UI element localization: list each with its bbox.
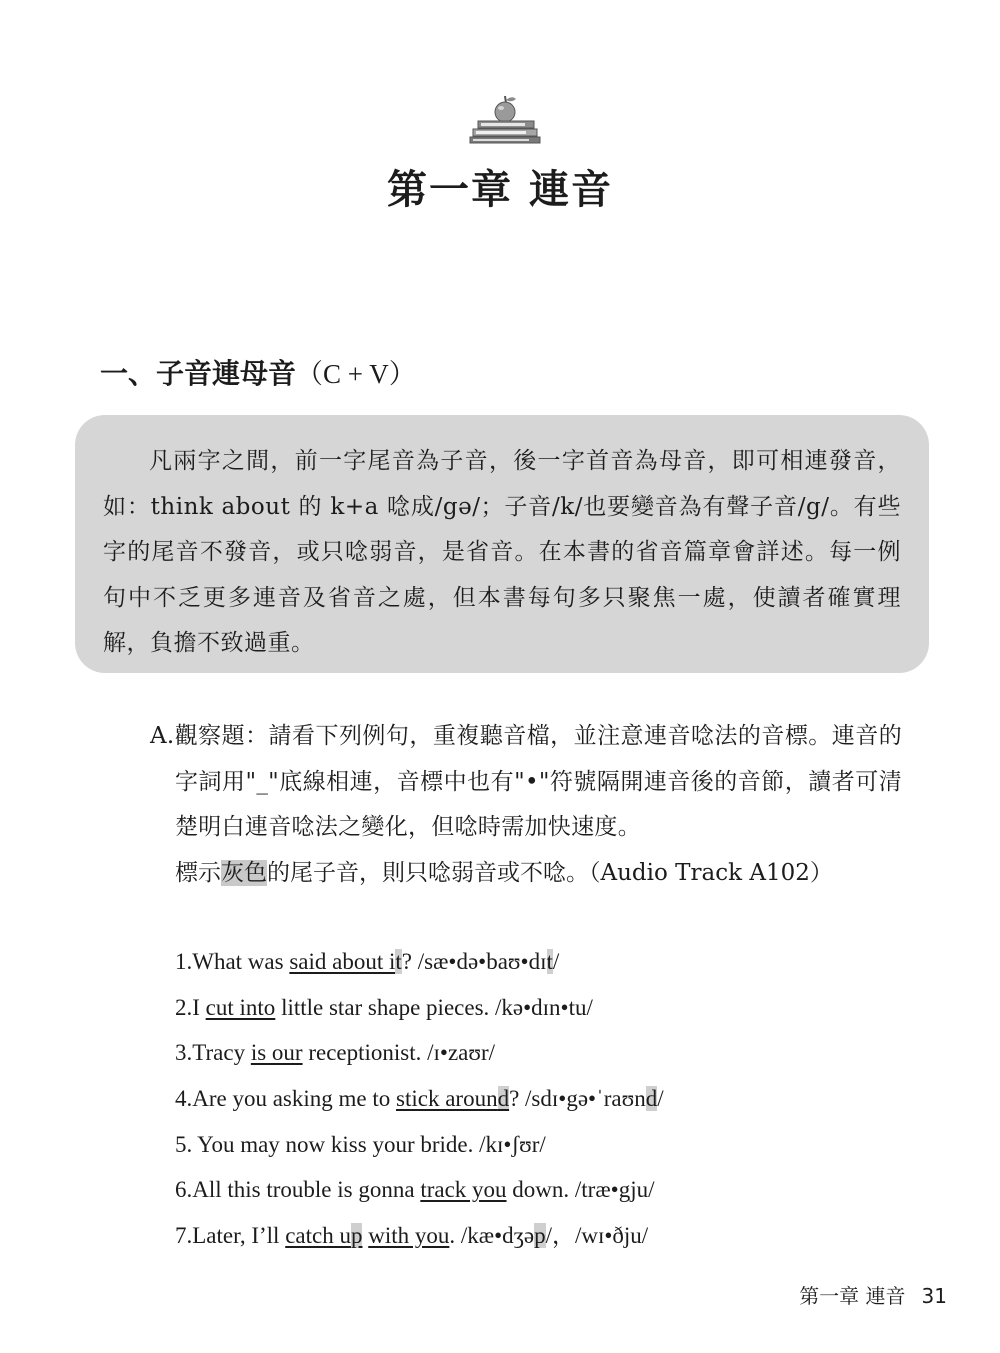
example-sentence-6: 6.All this trouble is gonna track you down. /træ•gju/ (175, 1177, 655, 1203)
section-heading (100, 352, 416, 392)
page-number: 31 (921, 1284, 947, 1308)
example-sentence-5: 5. You may now kiss your bride. /kɪ•ʃʊr/ (175, 1131, 546, 1157)
example-sentence-3: 3.Tracy is our receptionist. /ɪ•zaʊr/ (175, 1040, 496, 1066)
linked-words: catch up (285, 1223, 363, 1249)
weak-consonant: p (534, 1223, 546, 1249)
section-heading-paren: （C + V） (296, 359, 416, 389)
linked-words: is our (250, 1040, 303, 1066)
running-title: 第一章 連音 (799, 1284, 906, 1308)
section-heading-text: 一、子音連母音 (100, 357, 297, 390)
summary-box (75, 415, 929, 673)
books-apple-icon (469, 94, 541, 144)
weak-consonant: t (395, 949, 402, 974)
note-suffix: 的尾子音，則只唸弱音或不唸。（Audio Track A102） (267, 859, 833, 886)
example-sentence-1: 1.What was said about it? /sæ•də•baʊ•dɪt/ (175, 949, 560, 974)
instruction-paragraph: A.觀察題：請看下列例句，重複聽音檔，並注意連音唸法的音標。連音的字詞用"_"底線相連，音標中也有"•"符號隔開連音後的音節，讀者可清楚明白連音唸法之變化，但唸時需加快速度。 (150, 723, 902, 840)
instruction-note (150, 851, 902, 897)
summary-paragraph: 凡兩字之間，前一字尾音為子音，後一字首音為母音，即可相連發音，如：think about 的 k+a 唸成/gə/；子音/k/也要變音為有聲子音/g/。有些字的尾音不發音，或只唸弱音，是省音。在本書的省音篇章會詳述。每一例句中不乏更多連音及省音之處，但本書每句多只聚焦一處，使讀者確實理解，負擔不致過重。 (103, 448, 901, 656)
example-sentence-4: 4.Are you asking me to stick around? /sdɪ•gə•ˈraʊnd/ (175, 1086, 664, 1112)
weak-consonant: d (645, 1086, 658, 1112)
linked-words: said about i (289, 949, 396, 974)
instruction-block (150, 714, 902, 896)
linked-words: stick around (396, 1086, 510, 1112)
chapter-title: 第一章 連音 (387, 166, 613, 213)
weak-consonant: t (546, 949, 553, 974)
gray-highlight-label: 灰色 (221, 859, 267, 886)
example-sentence-7: 7.Later, I’ll catch up with you. /kæ•dʒəp/，/wɪ•ðju/ (175, 1223, 649, 1249)
weak-consonant: p (350, 1223, 363, 1249)
page-footer (799, 1280, 947, 1309)
linked-words: with you (368, 1223, 450, 1249)
linked-words: track you (420, 1177, 507, 1203)
note-prefix: 標示 (175, 859, 221, 886)
weak-consonant: d (497, 1086, 510, 1112)
linked-words: cut into (205, 994, 276, 1020)
example-sentence-2: 2.I cut into little star shape pieces. /kə•dɪn•tu/ (175, 994, 593, 1020)
example-list (175, 939, 935, 1259)
